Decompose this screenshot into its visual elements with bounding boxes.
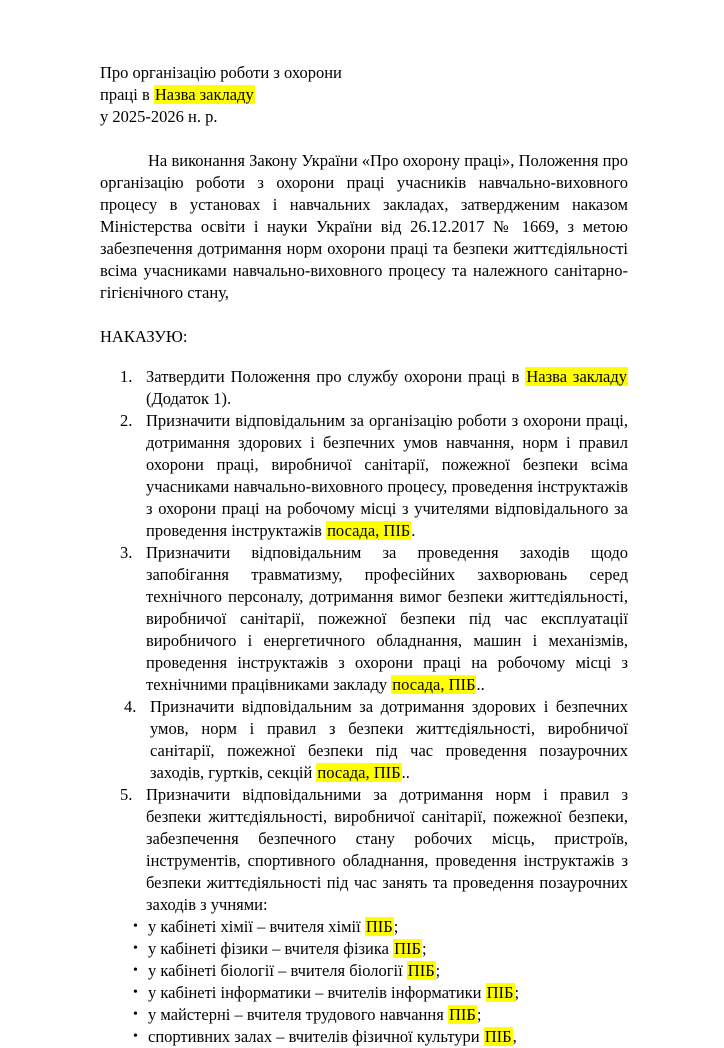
item-text-after: (Додаток 1). xyxy=(146,389,232,408)
item-text-before: Призначити відповідальними за дотримання норм і правил з безпеки життєдіяльності, виробничої санітарії, пожежної безпеки, забезпечення безпечного стану робочих місць, пристроїв, інструментів, спортивного обладнання, проведення інструктажів з безпеки життєдіяльності під час занять та проведення позаурочних заходів з учнями: xyxy=(146,785,628,914)
item-text-after: . xyxy=(411,521,416,540)
bullet-text-before: спортивних залах – вчителів фізичної культури xyxy=(148,1027,484,1046)
bullet-item-workshop xyxy=(100,1004,628,1026)
bullet-highlight-placeholder: ПІБ xyxy=(407,961,435,980)
bullet-text-before: у кабінеті хімії – вчителя хімії xyxy=(148,917,365,936)
numbered-item-4 xyxy=(100,696,628,784)
item-highlight-placeholder: посада, ПІБ xyxy=(327,521,411,540)
list-marker: 1. xyxy=(120,367,133,386)
bullet-text-after: ; xyxy=(514,983,520,1002)
list-marker: 4. xyxy=(124,697,137,716)
bullet-text-after: ; xyxy=(422,939,427,958)
order-heading: НАКАЗУЮ: xyxy=(100,327,188,346)
bullet-dot-icon: • xyxy=(133,1007,138,1022)
item-text-after: .. xyxy=(401,763,410,782)
title-line-2 xyxy=(100,84,628,106)
bullet-highlight-placeholder: ПІБ xyxy=(484,1027,512,1046)
numbered-item-5 xyxy=(100,784,628,916)
item-highlight-placeholder: Назва закладу xyxy=(526,367,627,386)
document-content xyxy=(100,62,628,1048)
bullet-text-after: ; xyxy=(393,917,399,936)
bullet-item-informatics xyxy=(100,982,628,1004)
item-text-after: .. xyxy=(476,675,485,694)
bullet-text-before: у кабінеті біології – вчителя біології xyxy=(148,961,407,980)
bullet-dot-icon: • xyxy=(133,941,138,956)
bullet-text-before: у кабінеті інформатики – вчителів інформатики xyxy=(148,983,486,1002)
numbered-item-1 xyxy=(100,366,628,410)
bullet-highlight-placeholder: ПІБ xyxy=(486,983,514,1002)
item-highlight-placeholder: посада, ПІБ xyxy=(317,763,401,782)
item-text-before: Призначити відповідальним за проведення заходів щодо запобігання травматизму, професійних захворювань серед технічного персоналу, дотримання вимог безпеки життєдіяльності, виробничої санітарії, пожежної безпеки під час експлуатації виробничого і енергетичного обладнання, машин і механізмів, проведення інструктажів з охорони праці на робочому місці з технічними працівниками закладу xyxy=(146,543,628,694)
bullet-item-physics xyxy=(100,938,628,960)
bullet-text-after: , xyxy=(512,1027,517,1046)
bullet-dot-icon: • xyxy=(133,1029,138,1044)
list-marker: 2. xyxy=(120,411,133,430)
bullet-text-after: ; xyxy=(476,1005,482,1024)
numbered-list xyxy=(100,366,628,916)
title-line-2-prefix: праці в xyxy=(100,85,154,104)
intro-paragraph: На виконання Закону України «Про охорону праці», Положення про організацію роботи з охорони праці учасників навчально-виховного процесу в установах і навчальних закладах, затвердженим наказом Міністерства освіти і науки України від 26.12.2017 № 1669, з метою забезпечення дотримання норм охорони праці та безпеки життєдіяльності всіма учасниками навчально-виховного процесу та належного санітарно-гігієнічного стану, xyxy=(100,151,628,302)
bullet-highlight-placeholder: ПІБ xyxy=(448,1005,476,1024)
item-text-before: Призначити відповідальним за організацію роботи з охорони праці, дотримання здорових і безпечних умов навчання, норм і правил охорони праці, виробничої санітарії, пожежної безпеки всіма учасниками навчально-виховного процесу, проведення інструктажів з охорони праці на робочому місці з учителями відповідального за проведення інструктажів xyxy=(146,411,628,540)
numbered-item-2 xyxy=(100,410,628,542)
bullet-dot-icon: • xyxy=(133,985,138,1000)
document-title-block xyxy=(100,62,628,128)
item-highlight-placeholder: посада, ПІБ xyxy=(392,675,476,694)
bullet-item-chemistry xyxy=(100,916,628,938)
bullet-item-biology xyxy=(100,960,628,982)
title-line-1: Про організацію роботи з охорони xyxy=(100,63,342,82)
item-text-before: Призначити відповідальним за дотримання здорових і безпечних умов, норм і правил з безпеки життєдіяльності, виробничої санітарії, пожежної безпеки під час проведення позаурочних заходів, гуртків, секцій xyxy=(150,697,628,782)
bullet-dot-icon: • xyxy=(133,963,138,978)
list-marker: 3. xyxy=(120,543,133,562)
title-line-3: у 2025-2026 н. р. xyxy=(100,107,218,126)
bullet-list xyxy=(100,916,628,1048)
list-marker: 5. xyxy=(120,785,133,804)
bullet-highlight-placeholder: ПІБ xyxy=(365,917,393,936)
bullet-item-gym xyxy=(100,1026,628,1048)
bullet-text-before: у майстерні – вчителя трудового навчання xyxy=(148,1005,448,1024)
bullet-text-after: ; xyxy=(435,961,441,980)
bullet-text-before: у кабінеті фізики – вчителя фізика xyxy=(148,939,394,958)
title-institution-placeholder: Назва закладу xyxy=(154,85,254,104)
bullet-highlight-placeholder: ПІБ xyxy=(394,939,421,958)
item-text-before: Затвердити Положення про службу охорони праці в xyxy=(146,367,526,386)
numbered-item-3 xyxy=(100,542,628,696)
bullet-dot-icon: • xyxy=(133,919,138,934)
